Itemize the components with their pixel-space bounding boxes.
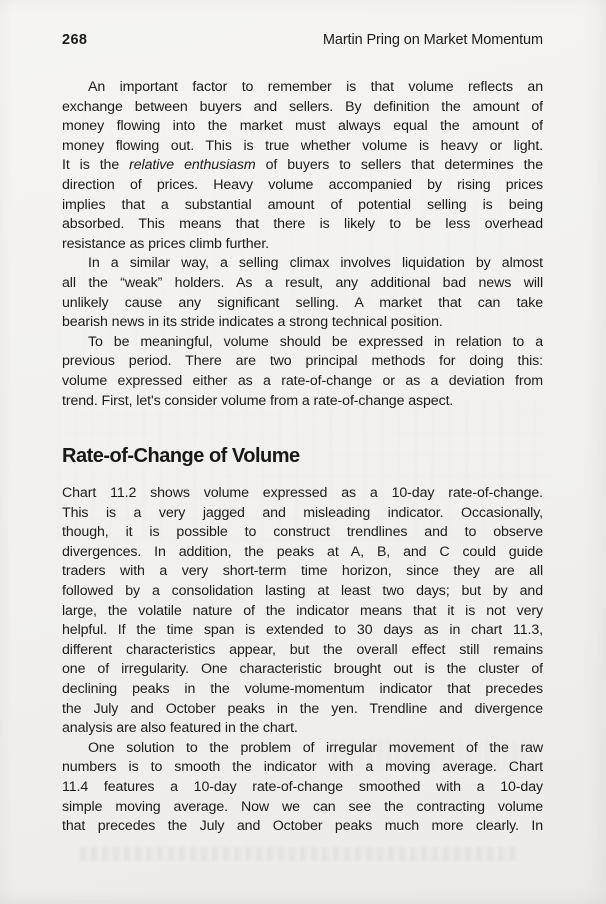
text-line: money flowing out. This is true whether volume is heavy or light. [62,137,543,154]
section-heading: Rate-of-Change of Volume [62,445,300,468]
text-line: money flowing into the market must always equal the amount of [62,118,543,135]
text-line: implies that a substantial amount of potential selling is being [62,196,543,213]
text-line: volume expressed either as a rate-of-change or as a deviation from [62,372,543,389]
running-head-title: Martin Pring on Market Momentum [322,32,543,48]
text-line: helpful. If the time span is extended to 30 days as in chart 11.3, [62,622,543,639]
text-line: all the “weak” holders. As a result, any additional bad news will [62,274,543,291]
text-line: analysis are also featured in the chart. [62,720,298,737]
text-line: divergences. In addition, the peaks at A, B, and C could guide [62,543,543,560]
text-line: unlikely cause any significant selling. A market that can take [62,294,543,311]
text-line: one of irregularity. One characteristic brought out is the cluster of [62,661,543,678]
text-line: trend. First, let's consider volume from a rate-of-change aspect. [62,392,454,409]
text-line: the July and October peaks in the yen. Trendline and divergence [62,700,543,717]
text-line: declining peaks in the volume-momentum indicator that precedes [62,681,543,698]
text-line: To be meaningful, volume should be expressed in relation to a [88,333,543,350]
text-line: different characteristics appear, but the overall effect still remains [62,641,543,658]
text-line: bearish news in its stride indicates a strong technical position. [62,314,443,331]
italic-text: relative enthusiasm [129,157,256,174]
bleedthrough-ghost [80,847,520,861]
text-line: 11.4 features a 10-day rate-of-change smoothed with a 10-day [62,779,543,795]
text-line: resistance as prices climb further. [62,235,270,252]
section-rate-of-change [62,484,543,837]
text-line: direction of prices. Heavy volume accompanied by rising prices [62,176,543,193]
text-line: large, the volatile nature of the indicator means that it is not very [62,602,543,619]
running-header [62,33,543,48]
text-line: though, it is possible to construct trendlines and to observe [62,524,543,541]
page-number: 268 [62,32,88,48]
paragraph [62,484,543,739]
text-line: followed by a consolidation lasting at least two days; but by and [62,583,543,600]
paragraph [62,333,543,411]
text-line: absorbed. This means that there is likely to be less overhead [62,216,543,233]
text-line: previous period. There are two principal methods for doing this: [62,353,543,370]
paragraph [62,78,543,254]
text-line: simple moving average. Now we can see the contracting volume [62,798,543,815]
text-line: Chart 11.2 shows volume expressed as a 10-day rate-of-change. [62,485,543,502]
text-line: exchange between buyers and sellers. By definition the amount of [62,98,543,115]
text-line: traders with a very short-term time horizon, since they are all [62,563,543,580]
text-line: An important factor to remember is that volume reflects an [88,79,543,95]
page-body [62,78,543,837]
text-line: that precedes the July and October peaks much more clearly. In [62,818,543,835]
paragraph [62,739,543,837]
text-line: This is a very jagged and misleading indicator. Occasionally, [62,504,543,521]
paragraph [62,254,543,332]
text-line: It is the relative enthusiasm of buyers to sellers that determines the [62,157,543,174]
text-line: numbers is to smooth the indicator with a moving average. Chart [62,759,543,776]
text-line: In a similar way, a selling climax involves liquidation by almost [88,255,543,272]
text-line: One solution to the problem of irregular movement of the raw [88,739,543,756]
section-intro [62,78,543,411]
